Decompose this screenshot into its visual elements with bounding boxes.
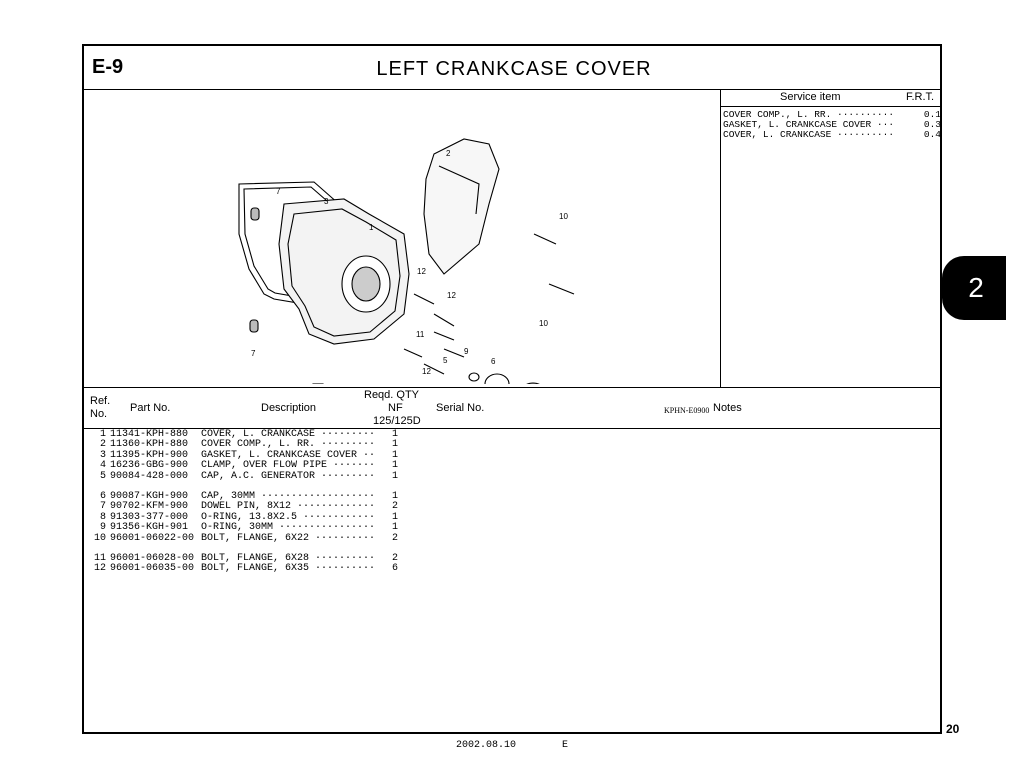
svg-text:9: 9 — [464, 347, 469, 356]
table-row: 11 96001-06028-00 BOLT, FLANGE, 6X28 ·········· 2 — [93, 553, 399, 564]
frt-header: F.R.T. — [906, 91, 935, 103]
section-code: E-9 — [92, 56, 124, 78]
no-header: No. — [90, 408, 108, 420]
svg-text:7: 7 — [276, 187, 281, 196]
svg-text:2: 2 — [446, 149, 451, 158]
svg-text:5: 5 — [443, 356, 448, 365]
qty-header: Reqd. QTY — [364, 389, 420, 401]
table-row: 1 11341-KPH-880 COVER, L. CRANKCASE ········· 1 — [99, 429, 399, 440]
part-no-header: Part No. — [130, 402, 171, 414]
service-frt: 0.1 — [923, 109, 941, 120]
service-item: COVER, L. CRANKCASE ·········· — [723, 129, 895, 140]
table-row: 4 16236-GBG-900 CLAMP, OVER FLOW PIPE ······· 1 — [99, 460, 399, 472]
diagram-code: KPHN-E0900 — [664, 406, 710, 415]
service-item: COVER COMP., L. RR. ·········· — [723, 109, 895, 120]
svg-text:6: 6 — [491, 357, 496, 366]
table-row: 8 91303-377-000 O-RING, 13.8X2.5 ············ 1 — [99, 511, 399, 523]
dowel-pin — [251, 208, 259, 220]
svg-text:1: 1 — [369, 223, 374, 232]
nf-header: NF — [388, 402, 403, 414]
service-header-line — [720, 106, 940, 107]
service-frt: 0.4 — [923, 129, 941, 140]
title-divider — [84, 89, 940, 90]
table-row: 10 96001-06022-00 BOLT, FLANGE, 6X22 ·········· 2 — [93, 532, 399, 544]
page-number: 20 — [946, 722, 960, 736]
notes-header: Notes — [713, 402, 742, 414]
print-date: 2002.08.10 — [456, 740, 517, 751]
table-row: 6 90087-KGH-900 CAP, 30MM ··················· 1 — [99, 491, 399, 502]
table-row: 12 96001-06035-00 BOLT, FLANGE, 6X35 ·········· 6 — [93, 563, 399, 575]
page-frame — [82, 44, 942, 734]
page-title: LEFT CRANKCASE COVER — [376, 58, 652, 80]
table-row: 9 91356-KGH-901 O-RING, 30MM ················ 1 — [99, 522, 399, 534]
table-row: 2 11360-KPH-880 COVER COMP., L. RR. ········· 1 — [99, 439, 399, 451]
service-row — [723, 130, 941, 140]
service-frt: 0.3 — [923, 119, 941, 130]
svg-text:12: 12 — [417, 267, 426, 276]
ref-header: Ref. — [90, 395, 111, 407]
svg-text:11: 11 — [416, 330, 425, 339]
o-ring-30mm — [485, 374, 509, 384]
model-header: 125/125D — [373, 415, 421, 427]
service-divider — [720, 89, 721, 387]
svg-text:10: 10 — [559, 212, 568, 221]
serial-header: Serial No. — [436, 402, 485, 414]
exploded-diagram — [104, 94, 704, 384]
diagram-divider — [84, 387, 940, 388]
svg-text:10: 10 — [539, 319, 548, 328]
description-header: Description — [261, 402, 317, 414]
cap-30mm — [520, 383, 546, 384]
bolts — [399, 234, 574, 384]
o-ring-13mm — [469, 373, 479, 381]
table-row: 7 90702-KFM-900 DOWEL PIN, 8X12 ············· 2 — [99, 501, 399, 513]
edition-letter: E — [562, 740, 569, 751]
service-item-header: Service item — [780, 91, 841, 103]
svg-text:3: 3 — [324, 197, 329, 206]
rear-cover — [424, 139, 499, 274]
table-row: 5 90084-428-000 CAP, A.C. GENERATOR ········· 1 — [99, 470, 399, 482]
dowel-pin — [250, 320, 258, 332]
table-row: 3 11395-KPH-900 GASKET, L. CRANKCASE COVER ·· 1 — [99, 449, 399, 461]
section-tab: 2 — [942, 256, 1006, 320]
svg-text:12: 12 — [422, 367, 431, 376]
svg-text:12: 12 — [447, 291, 456, 300]
svg-text:7: 7 — [251, 349, 256, 358]
service-item: GASKET, L. CRANKCASE COVER ··· — [723, 119, 895, 130]
